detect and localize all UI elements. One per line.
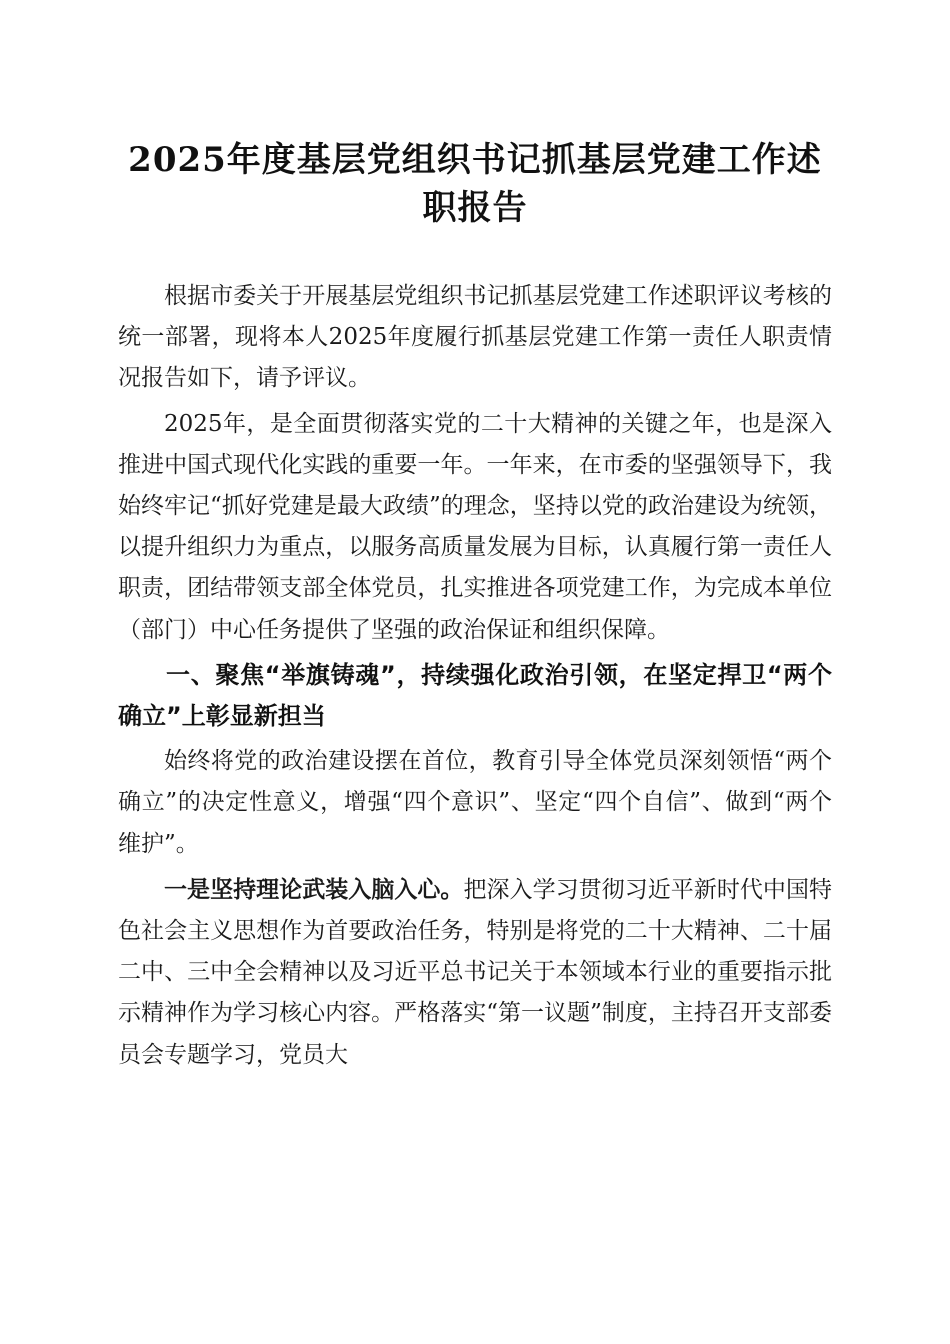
item-1-lead: 一是坚持理论武装入脑入心。: [164, 875, 464, 903]
section-1-intro: 始终将党的政治建设摆在首位，教育引导全体党员深刻领悟“两个确立”的决定性意义，增强“四个意识”、坚定“四个自信”、做到“两个维护”。: [118, 748, 832, 857]
document-body: [118, 276, 832, 1076]
paragraph-overview: 2025年，是全面贯彻落实党的二十大精神的关键之年，也是深入推进中国式现代化实践的重要一年。一年来，在市委的坚强领导下，我始终牢记“抓好党建是最大政绩”的理念，坚持以党的政治建设为统领，以提升组织力为重点，以服务高质量发展为目标，认真履行第一责任人职责，团结带领支部全体党员，扎实推进各项党建工作，为完成本单位（部门）中心任务提供了坚强的政治保证和组织保障。: [118, 410, 832, 643]
item-1-body: 把深入学习贯彻习近平新时代中国特色社会主义思想作为首要政治任务，特别是将党的二十大精神、二十届二中、三中全会精神以及习近平总书记关于本领域本行业的重要指示批示精神作为学习核心内容。严格落实“第一议题”制度，主持召开支部委员会专题学习，党员大: [118, 876, 833, 1068]
section-heading-1: 一、聚焦“举旗铸魂”，持续强化政治引领，在坚定捍卫“两个确立”上彰显新担当: [118, 660, 832, 731]
document-title: 2025年度基层党组织书记抓基层党建工作述职报告: [128, 140, 822, 228]
paragraph-intro: 根据市委关于开展基层党组织书记抓基层党建工作述职评议考核的统一部署，现将本人2025年度履行抓基层党建工作第一责任人职责情况报告如下，请予评议。: [118, 283, 832, 392]
section-1-item-1: [118, 869, 832, 1076]
